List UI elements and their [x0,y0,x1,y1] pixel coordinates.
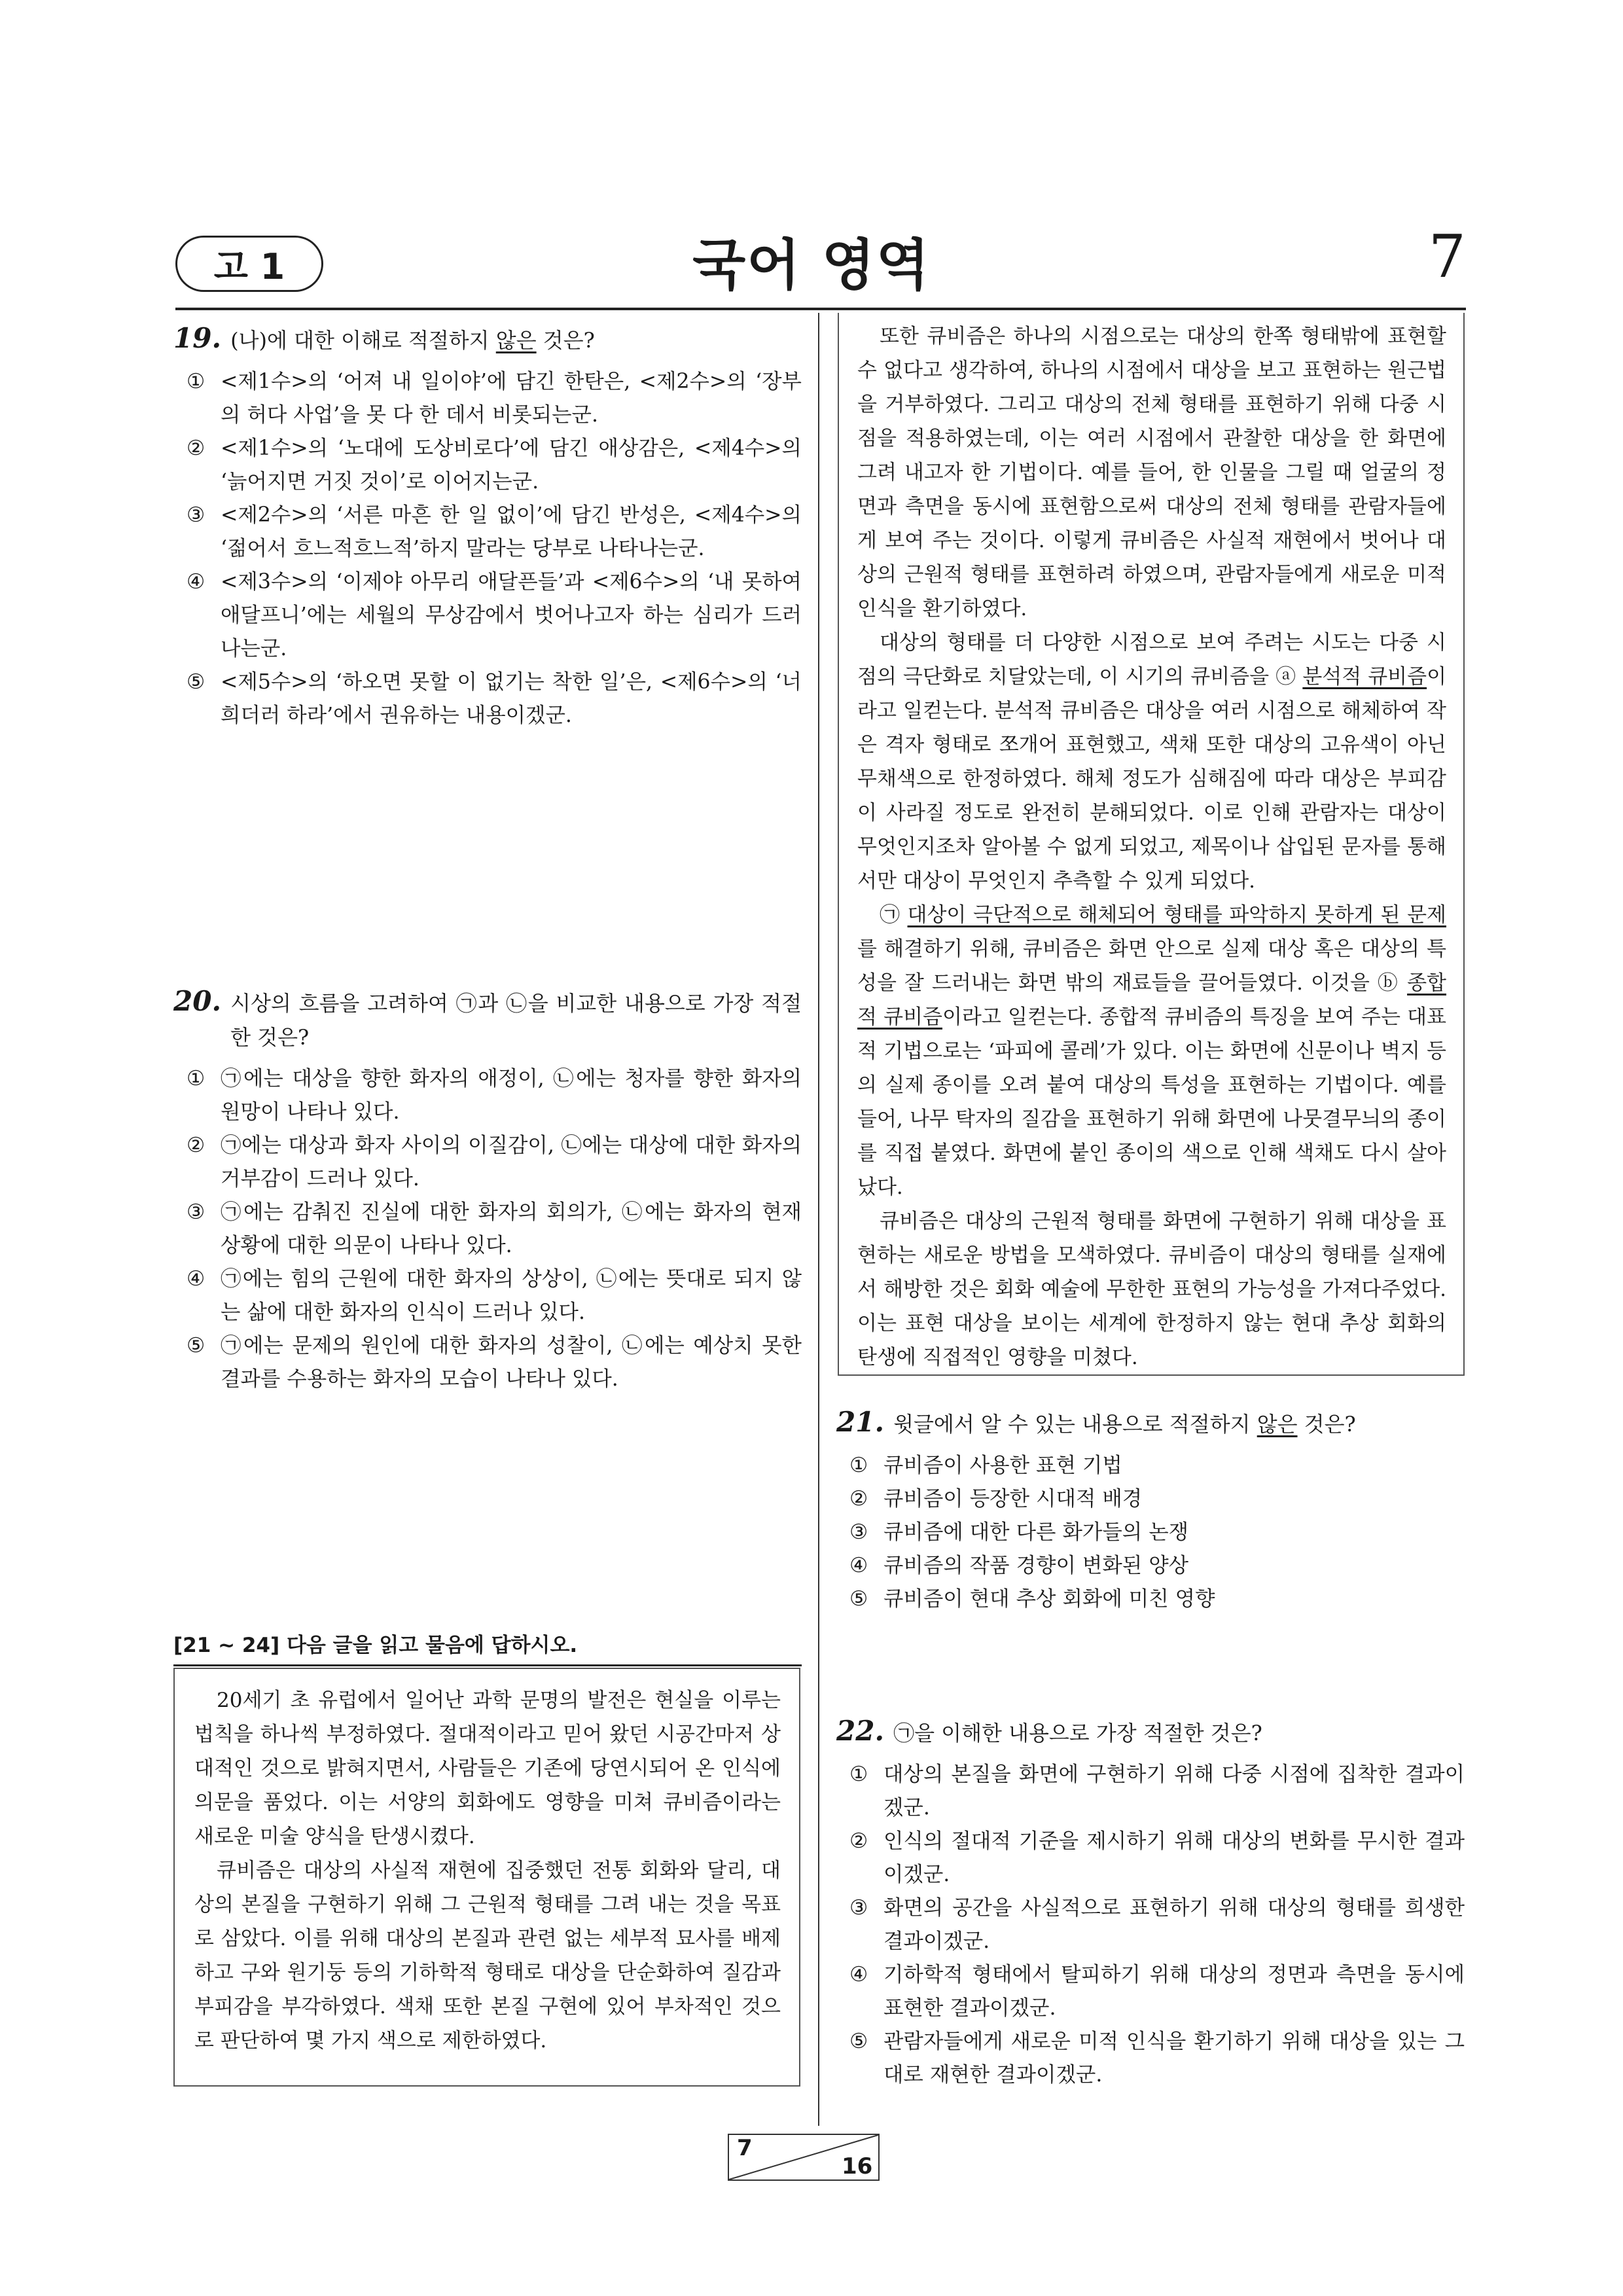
answer-option-2[interactable] [849,1482,1465,1516]
answer-option-4[interactable] [187,565,802,666]
option-text: <제2수>의 ‘서른 마흔 한 일 없이’에 담긴 반성은, <제4수>의 ‘젊어서 흐느적흐느적’하지 말라는 당부로 나타나는군. [221,503,802,560]
option-text: 인식의 절대적 기준을 제시하기 위해 대상의 변화를 무시한 결과이겠군. [883,1829,1465,1886]
answer-option-4[interactable] [849,1958,1465,2025]
option-mark: ② [187,437,205,460]
passage-text: 를 해결하기 위해, 큐비즘은 화면 안으로 실제 대상 혹은 대상의 특성을 잘 드러내는 화면 밖의 재료들을 끌어들였다. 이것을 [857,937,1446,995]
answer-option-5[interactable] [187,1329,802,1396]
option-text: <제3수>의 ‘이제야 아무리 애달픈들’과 <제6수>의 ‘내 못하여 애달프니’에는 세월의 무상감에서 벗어나고자 하는 심리가 드러나는군. [221,570,802,660]
passage-paragraph: 큐비즘은 대상의 근원적 형태를 화면에 구현하기 위해 대상을 표현하는 새로운 방법을 모색하였다. 큐비즘이 대상의 형태를 실재에서 해방한 것은 회화 예술에 무한한 표현의 가능성을 가져다주었다. 이는 표현 대상을 보이는 세계에 한정하지 않는 현대 추상 회화의 탄생에 직접적인 영향을 미쳤다. [857,1210,1446,1369]
question-stem [173,322,802,357]
grade-label: 고 1 [213,245,285,287]
option-text: ㉠에는 힘의 근원에 대한 화자의 상상이, ㉡에는 뜻대로 되지 않는 삶에 대한 화자의 인식이 드러나 있다. [221,1267,802,1324]
underlined-term-b: 종합적 큐비즘 [857,971,1446,1029]
option-mark: ④ [849,1963,868,1986]
answer-option-2[interactable] [187,1129,802,1196]
option-mark: ③ [187,503,205,527]
answer-option-4[interactable] [187,1263,802,1329]
question-stem [836,1715,1465,1750]
answer-option-3[interactable] [849,1892,1465,1958]
option-mark: ⑤ [849,1587,868,1611]
option-text: 관람자들에게 새로운 미적 인식을 환기하기 위해 대상을 있는 그대로 재현한 결과이겠군. [883,2030,1465,2087]
option-mark: ① [187,370,205,393]
answer-option-2[interactable] [187,432,802,499]
question-number: 21. [836,1406,885,1438]
option-mark: ③ [849,1520,868,1544]
total-pages: 16 [842,2153,873,2179]
question-stem [836,1406,1465,1441]
stem-underline: 않은 [1257,1412,1298,1437]
answer-option-3[interactable] [187,1196,802,1263]
question-number: 22. [836,1715,885,1747]
passage-paragraph [857,898,1446,1204]
question-19 [173,322,802,732]
option-text: ㉠에는 감춰진 진실에 대한 화자의 회의가, ㉡에는 화자의 현재 상황에 대한 의문이 나타나 있다. [221,1200,802,1257]
marker-a: ⓐ [1275,665,1303,689]
stem-text: (나)에 대한 이해로 적절하지 [230,328,496,353]
answer-option-5[interactable] [849,2025,1465,2092]
option-text: 큐비즘의 작품 경향이 변화된 양상 [883,1554,1189,1577]
passage-paragraph: 큐비즘은 대상의 사실적 재현에 집중했던 전통 회화와 달리, 대상의 본질을 구현하기 위해 그 근원적 형태를 그려 내는 것을 목표로 삼았다. 이를 위해 대상의 본질과 관련 없는 세부적 묘사를 배제하고 구와 원기둥 등의 기하학적 형태로 대상을 단순화하여 질감과 부피감을 부각하였다. 색채 또한 본질 구현에 있어 부차적인 것으로 판단하여 몇 가지 색으로 제한하였다. [194,1859,781,2053]
option-text: ㉠에는 문제의 원인에 대한 화자의 성찰이, ㉡에는 예상치 못한 결과를 수용하는 화자의 모습이 나타나 있다. [221,1334,802,1391]
option-mark: ② [187,1134,205,1157]
stem-text: 윗글에서 알 수 있는 내용으로 적절하지 [893,1412,1257,1437]
current-page: 7 [737,2135,753,2161]
stem-text: 것은? [1297,1412,1356,1437]
option-mark: ② [849,1829,868,1853]
question-stem [173,985,802,1054]
option-text: 화면의 공간을 사실적으로 표현하기 위해 대상의 형태를 희생한 결과이겠군. [883,1896,1465,1953]
passage-paragraph: 20세기 초 유럽에서 일어난 과학 문명의 발전은 현실을 이루는 법칙을 하나씩 부정하였다. 절대적이라고 믿어 왔던 시공간마저 상대적인 것으로 밝혀지면서, 사람들은 기존에 당연시되어 온 인식에 의문을 품었다. 이는 서양의 회화에도 영향을 미쳐 큐비즘이라는 새로운 미술 양식을 탄생시켰다. [194,1689,781,1848]
option-mark: ⑤ [187,1334,205,1357]
answer-options [849,1758,1465,2092]
option-text: 큐비즘이 등장한 시대적 배경 [883,1487,1143,1511]
question-text [230,323,595,357]
answer-options [187,365,802,732]
marker-giyeok: ㉠ [880,903,908,927]
option-text: <제5수>의 ‘하오면 못할 이 없기는 착한 일’은, <제6수>의 ‘너희더러 하라’에서 권유하는 내용이겠군. [221,670,802,727]
passage-box-left [173,1668,800,2087]
column-divider [818,313,819,2126]
answer-option-3[interactable] [849,1516,1465,1549]
passage-box-right [838,313,1465,1376]
option-mark: ③ [187,1200,205,1224]
passage-heading: [21 ~ 24] 다음 글을 읽고 물음에 답하시오. [173,1628,802,1666]
page-number: 7 [1428,223,1466,291]
question-20 [173,985,802,1396]
option-text: 큐비즘에 대한 다른 화가들의 논쟁 [883,1520,1189,1544]
option-mark: ② [849,1487,868,1511]
answer-options [849,1449,1465,1616]
answer-option-2[interactable] [849,1825,1465,1892]
question-number: 19. [173,322,222,354]
option-mark: ④ [187,570,205,594]
option-mark: ④ [849,1554,868,1577]
underlined-term-a: 분석적 큐비즘 [1302,665,1427,689]
option-mark: ① [187,1067,205,1090]
passage-paragraph: 또한 큐비즘은 하나의 시점으로는 대상의 한쪽 형태밖에 표현할 수 없다고 생각하여, 하나의 시점에서 대상을 보고 표현하는 원근법을 거부하였다. 그리고 대상의 전체 형태를 표현하기 위해 다중 시점을 적용하였는데, 이는 여러 시점에서 관찰한 대상을 한 화면에 그려 내고자 한 기법이다. 예를 들어, 한 인물을 그릴 때 얼굴의 정면과 측면을 동시에 표현함으로써 대상의 전체 형태를 관람자들에게 보여 주는 것이다. 이렇게 큐비즘은 사실적 재현에서 벗어나 대상의 근원적 형태를 표현하려 하였으며, 관람자들에게 새로운 미적 인식을 환기하였다. [857,325,1446,620]
option-mark: ① [849,1454,868,1477]
passage-paragraph [857,626,1446,898]
option-text: <제1수>의 ‘노대에 도상비로다’에 담긴 애상감은, <제4수>의 ‘늙어지면 거짓 것이’로 이어지는군. [221,437,802,493]
stem-text: 것은? [536,328,595,353]
option-text: ㉠에는 대상을 향한 화자의 애정이, ㉡에는 청자를 향한 화자의 원망이 나타나 있다. [221,1067,802,1124]
question-number: 20. [173,985,222,1017]
subject-title: 국어 영역 [692,233,931,297]
answer-option-4[interactable] [849,1549,1465,1583]
option-mark: ⑤ [849,2030,868,2053]
answer-option-3[interactable] [187,499,802,565]
option-text: 대상의 본질을 화면에 구현하기 위해 다중 시점에 집착한 결과이겠군. [883,1763,1465,1820]
option-text: <제1수>의 ‘어져 내 일이야’에 담긴 한탄은, <제2수>의 ‘장부의 허다 사업’을 못 다 한 데서 비롯되는군. [221,370,802,427]
answer-option-1[interactable] [849,1449,1465,1482]
answer-options [187,1062,802,1396]
passage-text: 이라고 일컫는다. 분석적 큐비즘은 대상을 여러 시점으로 해체하여 작은 격자 형태로 쪼개어 표현했고, 색채 또한 대상의 고유색이 아닌 무채색으로 한정하였다. 해체 정도가 심해짐에 따라 대상은 부피감이 사라질 정도로 완전히 분해되었다. 이로 인해 관람자는 대상이 무엇인지조차 알아볼 수 없게 되었고, 제목이나 삽입된 문자를 통해서만 대상이 무엇인지 추측할 수 있게 되었다. [857,665,1447,893]
underlined-phrase-giyeok: 대상이 극단적으로 해체되어 형태를 파악하지 못하게 된 문제 [907,903,1446,927]
question-text [893,1407,1356,1441]
answer-option-1[interactable] [849,1758,1465,1825]
grade-badge [175,236,323,292]
answer-option-5[interactable] [849,1583,1465,1616]
option-mark: ③ [849,1896,868,1920]
option-text: 큐비즘이 사용한 표현 기법 [883,1454,1122,1477]
stem-underline: 않은 [495,328,537,353]
option-mark: ⑤ [187,670,205,694]
option-mark: ④ [187,1267,205,1291]
passage-text: 이라고 일컫는다. 종합적 큐비즘의 특징을 보여 주는 대표적 기법으로는 ‘파피에 콜레’가 있다. 이는 화면에 신문이나 벽지 등의 실제 종이를 오려 붙여 대상의 특성을 표현하는 기법이다. 예를 들어, 나무 탁자의 질감을 표현하기 위해 화면에 나뭇결무늬의 종이를 직접 붙였다. 화면에 붙인 종이의 색으로 인해 색채도 다시 살아났다. [857,1005,1446,1199]
question-22 [836,1715,1465,2092]
answer-option-1[interactable] [187,365,802,432]
option-mark: ① [849,1763,868,1786]
passage-text: 대상의 형태를 더 다양한 시점으로 보여 주려는 시도는 다중 시점의 극단화로 치달았는데, 이 시기의 큐비즘을 [857,631,1446,689]
marker-b: ⓑ [1377,971,1408,995]
option-text: ㉠에는 대상과 화자 사이의 이질감이, ㉡에는 대상에 대한 화자의 거부감이 드러나 있다. [221,1134,802,1191]
answer-option-5[interactable] [187,666,802,732]
question-text: 시상의 흐름을 고려하여 ㉠과 ㉡을 비교한 내용으로 가장 적절한 것은? [230,991,802,1050]
option-text: 큐비즘이 현대 추상 회화에 미친 영향 [883,1587,1215,1611]
question-text: ㉠을 이해한 내용으로 가장 적절한 것은? [893,1721,1262,1746]
question-21 [836,1406,1465,1616]
option-text: 기하학적 형태에서 탈피하기 위해 대상의 정면과 측면을 동시에 표현한 결과이겠군. [883,1963,1465,2020]
answer-option-1[interactable] [187,1062,802,1129]
header-rule [175,308,1466,310]
